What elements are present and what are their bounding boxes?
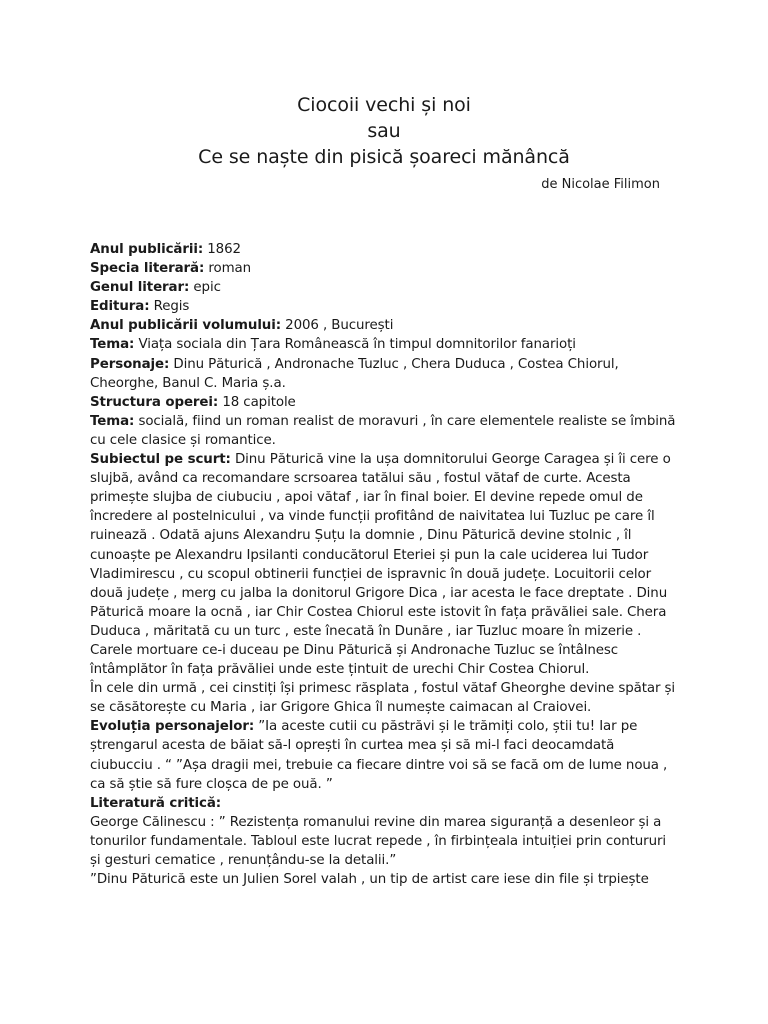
field-value: Dinu Păturică , Andronache Tuzluc , Chera Duduca , Costea Chiorul, Cheorghe, Banul C. Maria ș.a. [90, 356, 619, 391]
title-line-3: Ce se naște din pisică șoareci mănâncă [198, 146, 570, 168]
document-body [90, 240, 680, 889]
literatura-paragraph-1: George Călinescu : ” Rezistența romanului revine din marea siguranță a desenleor și a tonurilor fundamentale. Tabloul este lucrat repede , în firbințeala intuiției prin contururi și gesturi cematice , renunțându-se la detalii.” [90, 814, 666, 868]
author-line: de Nicolae Filimon [541, 177, 660, 192]
field-label: Personaje: [90, 356, 170, 372]
field-value: 18 capitole [218, 394, 296, 410]
title-block [0, 92, 768, 170]
field-value: ”Ia aceste cutii cu păstrăvi și le trămiți colo, știi tu! Iar pe ștrengarul acesta de băiat să-l oprești în curtea mea și să mi-l faci deocamdată ciubucciu . “ ”Așa dragii mei, trebuie ca fiecare dintre voi să se facă om de lume noua , ca să știe să fure cloșca de pe ouă. ” [90, 719, 668, 792]
field-value: socială, fiind un roman realist de moravuri , în care elementele realiste se îmbină cu cele clasice și romantice. [90, 413, 676, 448]
field-label: Literatură critică: [90, 795, 222, 811]
title-line-1: Ciocoii vechi și noi [297, 94, 471, 116]
field-label: Subiectul pe scurt: [90, 452, 231, 468]
field-label: Tema: [90, 337, 135, 353]
field-tema-1 [90, 335, 680, 354]
field-tema-2 [90, 412, 680, 450]
literatura-paragraph-2: ”Dinu Păturică este un Julien Sorel valah , un tip de artist care iese din file și trpiește [90, 872, 649, 888]
field-specia-literara [90, 259, 680, 278]
field-anul-volumului [90, 316, 680, 335]
field-label: Tema: [90, 413, 135, 429]
field-value: epic [189, 280, 221, 296]
field-subiectul [90, 450, 680, 679]
field-value: Regis [149, 299, 190, 315]
field-value: Dinu Păturică vine la ușa domnitorului George Caragea și îi cere o slujbă, având ca recomandare scrsoarea tatălui său , fostul vătaf de curte. Acesta primește slujba de ciubuciu , apoi vătaf , iar în final boier. El devine repede omul de încredere al postelnicului , va vinde funcții profitând de naivitatea lui Tuzluc pe care îl ruinează . Odată ajuns Alexandru Șuțu la domnie , Dinu Păturică devine stolnic , îl cunoaște pe Alexandru Ipsilanti conducătorul Eteriei și pun la cale uciderea lui Tudor Vladimirescu , cu scopul obtinerii funcției de ispravnic în două județe. Locuitorii celor două județe , merg cu jalba la donitorul Grigore Dica , iar acesta le face dreptate . Dinu Păturică moare la ocnă , iar Chir Costea Chiorul este istovit în fața prăvăliei sale. Chera Duduca , măritată cu un turc , este înecată în Dunăre , iar Tuzluc moare în mizerie . Carele mortuare ce-i duceau pe Dinu Păturică și Andronache Tuzluc se întâlnesc întâmplător în fața prăvăliei unde este țintuit de urechi Chir Costea Chiorul. [90, 452, 671, 678]
field-label: Anul publicării: [90, 242, 204, 257]
field-label: Genul literar: [90, 280, 190, 296]
title-line-2: sau [367, 120, 401, 142]
field-label: Structura operei: [90, 394, 219, 410]
field-label: Anul publicării volumului: [90, 318, 281, 334]
field-value: roman [204, 261, 252, 277]
subiectul-continuation: În cele din urmă , cei cinstiți își primesc răsplata , fostul vătaf Gheorghe devine spătar și se căsătorește cu Maria , iar Grigore Ghica îl numește caimacan al Craiovei. [90, 681, 676, 716]
field-evolutia [90, 717, 680, 793]
field-genul-literar [90, 278, 680, 297]
field-label: Specia literară: [90, 261, 205, 277]
field-literatura [90, 794, 680, 813]
field-personaje [90, 355, 680, 393]
field-anul-publicarii [90, 240, 680, 259]
field-value: Viața sociala din Țara Românească în timpul domnitorilor fanarioți [134, 337, 576, 353]
field-value: 1862 [203, 242, 241, 257]
field-value: 2006 , București [281, 318, 394, 334]
field-editura [90, 297, 680, 316]
field-label: Evoluția personajelor: [90, 719, 255, 735]
field-label: Editura: [90, 299, 150, 315]
field-structura [90, 393, 680, 412]
